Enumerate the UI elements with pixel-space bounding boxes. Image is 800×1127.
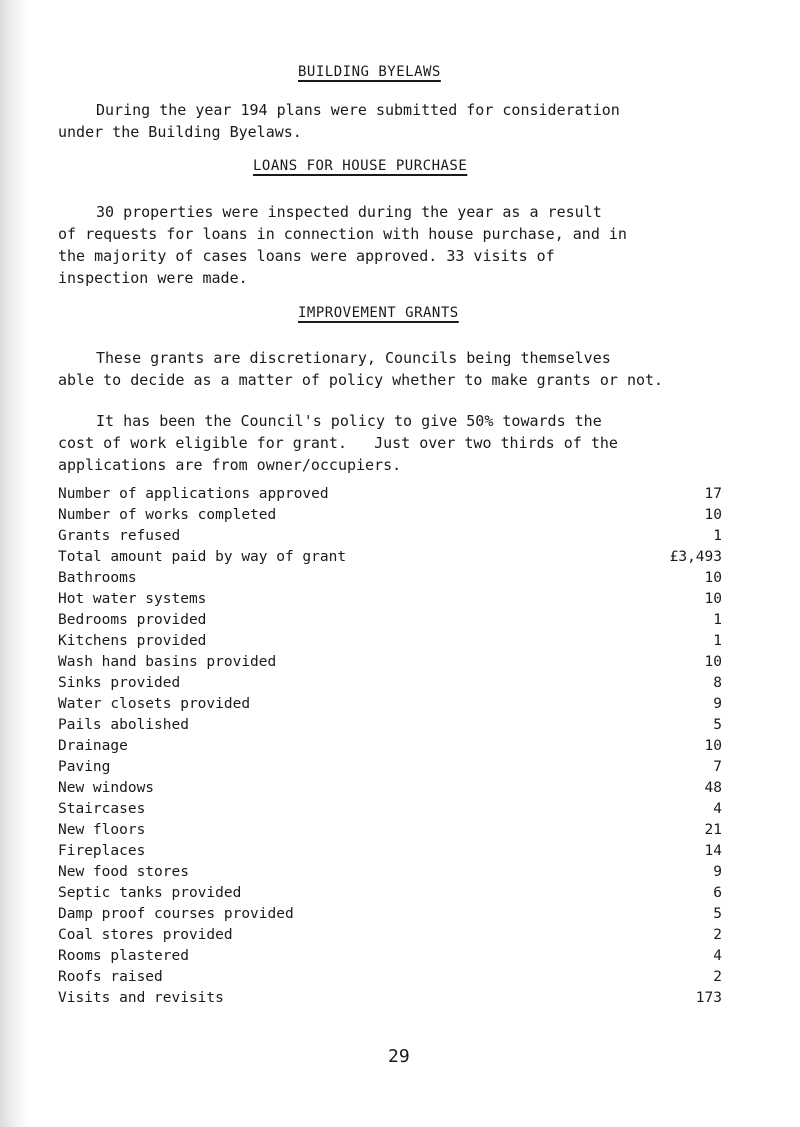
- loans-text-line-4: inspection were made.: [58, 269, 248, 287]
- scan-edge-shadow: [0, 0, 28, 1127]
- row-label: Pails abolished: [58, 717, 189, 733]
- row-value: 6: [713, 885, 722, 901]
- row-value: 10: [704, 591, 722, 607]
- row-label: Sinks provided: [58, 675, 181, 691]
- row-label: Grants refused: [58, 528, 181, 544]
- row-value: 5: [713, 906, 722, 922]
- table-row: [58, 988, 722, 1009]
- table-row: [58, 925, 722, 946]
- grants-statistics-table: [58, 484, 722, 1009]
- row-label: Rooms plastered: [58, 948, 189, 964]
- row-label: Hot water systems: [58, 591, 207, 607]
- row-label: Water closets provided: [58, 696, 251, 712]
- table-row: [58, 526, 722, 547]
- row-value: 4: [713, 801, 722, 817]
- row-label: Coal stores provided: [58, 927, 233, 943]
- loans-text-line-3: the majority of cases loans were approved. 33 visits of: [58, 247, 555, 265]
- row-label: Total amount paid by way of grant: [58, 549, 347, 565]
- row-value: 1: [713, 612, 722, 628]
- row-label: Fireplaces: [58, 843, 146, 859]
- row-label: Bedrooms provided: [58, 612, 207, 628]
- row-value: 21: [704, 822, 722, 838]
- table-row: [58, 967, 722, 988]
- page-number: 29: [388, 1046, 410, 1067]
- row-value: 4: [713, 948, 722, 964]
- table-row: [58, 904, 722, 925]
- row-label: Roofs raised: [58, 969, 163, 985]
- row-label: Damp proof courses provided: [58, 906, 294, 922]
- table-row: [58, 736, 722, 757]
- row-label: Bathrooms: [58, 570, 137, 586]
- table-row: [58, 694, 722, 715]
- byelaws-text-line-2: under the Building Byelaws.: [58, 123, 302, 141]
- row-label: Visits and revisits: [58, 990, 224, 1006]
- row-value: 9: [713, 864, 722, 880]
- table-row: [58, 652, 722, 673]
- row-value: 14: [704, 843, 722, 859]
- row-label: Drainage: [58, 738, 128, 754]
- table-row: [58, 841, 722, 862]
- table-row: [58, 610, 722, 631]
- table-row: [58, 862, 722, 883]
- row-value: 1: [713, 633, 722, 649]
- policy-text-line-2: cost of work eligible for grant. Just over two thirds of the: [58, 434, 618, 452]
- row-value: 8: [713, 675, 722, 691]
- table-row: [58, 757, 722, 778]
- row-value: 10: [704, 654, 722, 670]
- table-row: [58, 505, 722, 526]
- row-value: 9: [713, 696, 722, 712]
- table-row: [58, 631, 722, 652]
- table-row: [58, 883, 722, 904]
- table-row: [58, 799, 722, 820]
- table-row: [58, 778, 722, 799]
- table-row: [58, 715, 722, 736]
- table-row: [58, 946, 722, 967]
- grants-text-line-1: These grants are discretionary, Councils being themselves: [96, 349, 611, 367]
- table-row: [58, 673, 722, 694]
- grants-text-line-2: able to decide as a matter of policy whether to make grants or not.: [58, 371, 664, 389]
- row-value: 2: [713, 969, 722, 985]
- row-label: Wash hand basins provided: [58, 654, 277, 670]
- row-label: New food stores: [58, 864, 189, 880]
- row-label: Paving: [58, 759, 111, 775]
- row-label: Septic tanks provided: [58, 885, 242, 901]
- row-value: £3,493: [669, 549, 722, 565]
- byelaws-text-line-1: During the year 194 plans were submitted for consideration: [96, 101, 620, 119]
- heading-improvement-grants: IMPROVEMENT GRANTS: [298, 305, 459, 321]
- policy-text-line-3: applications are from owner/occupiers.: [58, 456, 402, 474]
- row-value: 7: [713, 759, 722, 775]
- row-value: 48: [704, 780, 722, 796]
- table-row: [58, 589, 722, 610]
- row-value: 10: [704, 738, 722, 754]
- table-row: [58, 484, 722, 505]
- row-label: Number of applications approved: [58, 486, 329, 502]
- row-label: Staircases: [58, 801, 146, 817]
- table-row: [58, 568, 722, 589]
- row-value: 2: [713, 927, 722, 943]
- heading-loans-house-purchase: LOANS FOR HOUSE PURCHASE: [253, 158, 468, 174]
- table-row: [58, 820, 722, 841]
- loans-text-line-1: 30 properties were inspected during the year as a result: [96, 203, 602, 221]
- row-label: New windows: [58, 780, 155, 796]
- row-value: 5: [713, 717, 722, 733]
- row-value: 1: [713, 528, 722, 544]
- table-row: [58, 547, 722, 568]
- row-value: 173: [695, 990, 722, 1006]
- policy-text-line-1: It has been the Council's policy to give 50% towards the: [96, 412, 602, 430]
- loans-text-line-2: of requests for loans in connection with house purchase, and in: [58, 225, 627, 243]
- heading-building-byelaws: BUILDING BYELAWS: [298, 64, 441, 80]
- row-label: New floors: [58, 822, 146, 838]
- row-label: Kitchens provided: [58, 633, 207, 649]
- row-value: 17: [704, 486, 722, 502]
- row-label: Number of works completed: [58, 507, 277, 523]
- row-value: 10: [704, 570, 722, 586]
- row-value: 10: [704, 507, 722, 523]
